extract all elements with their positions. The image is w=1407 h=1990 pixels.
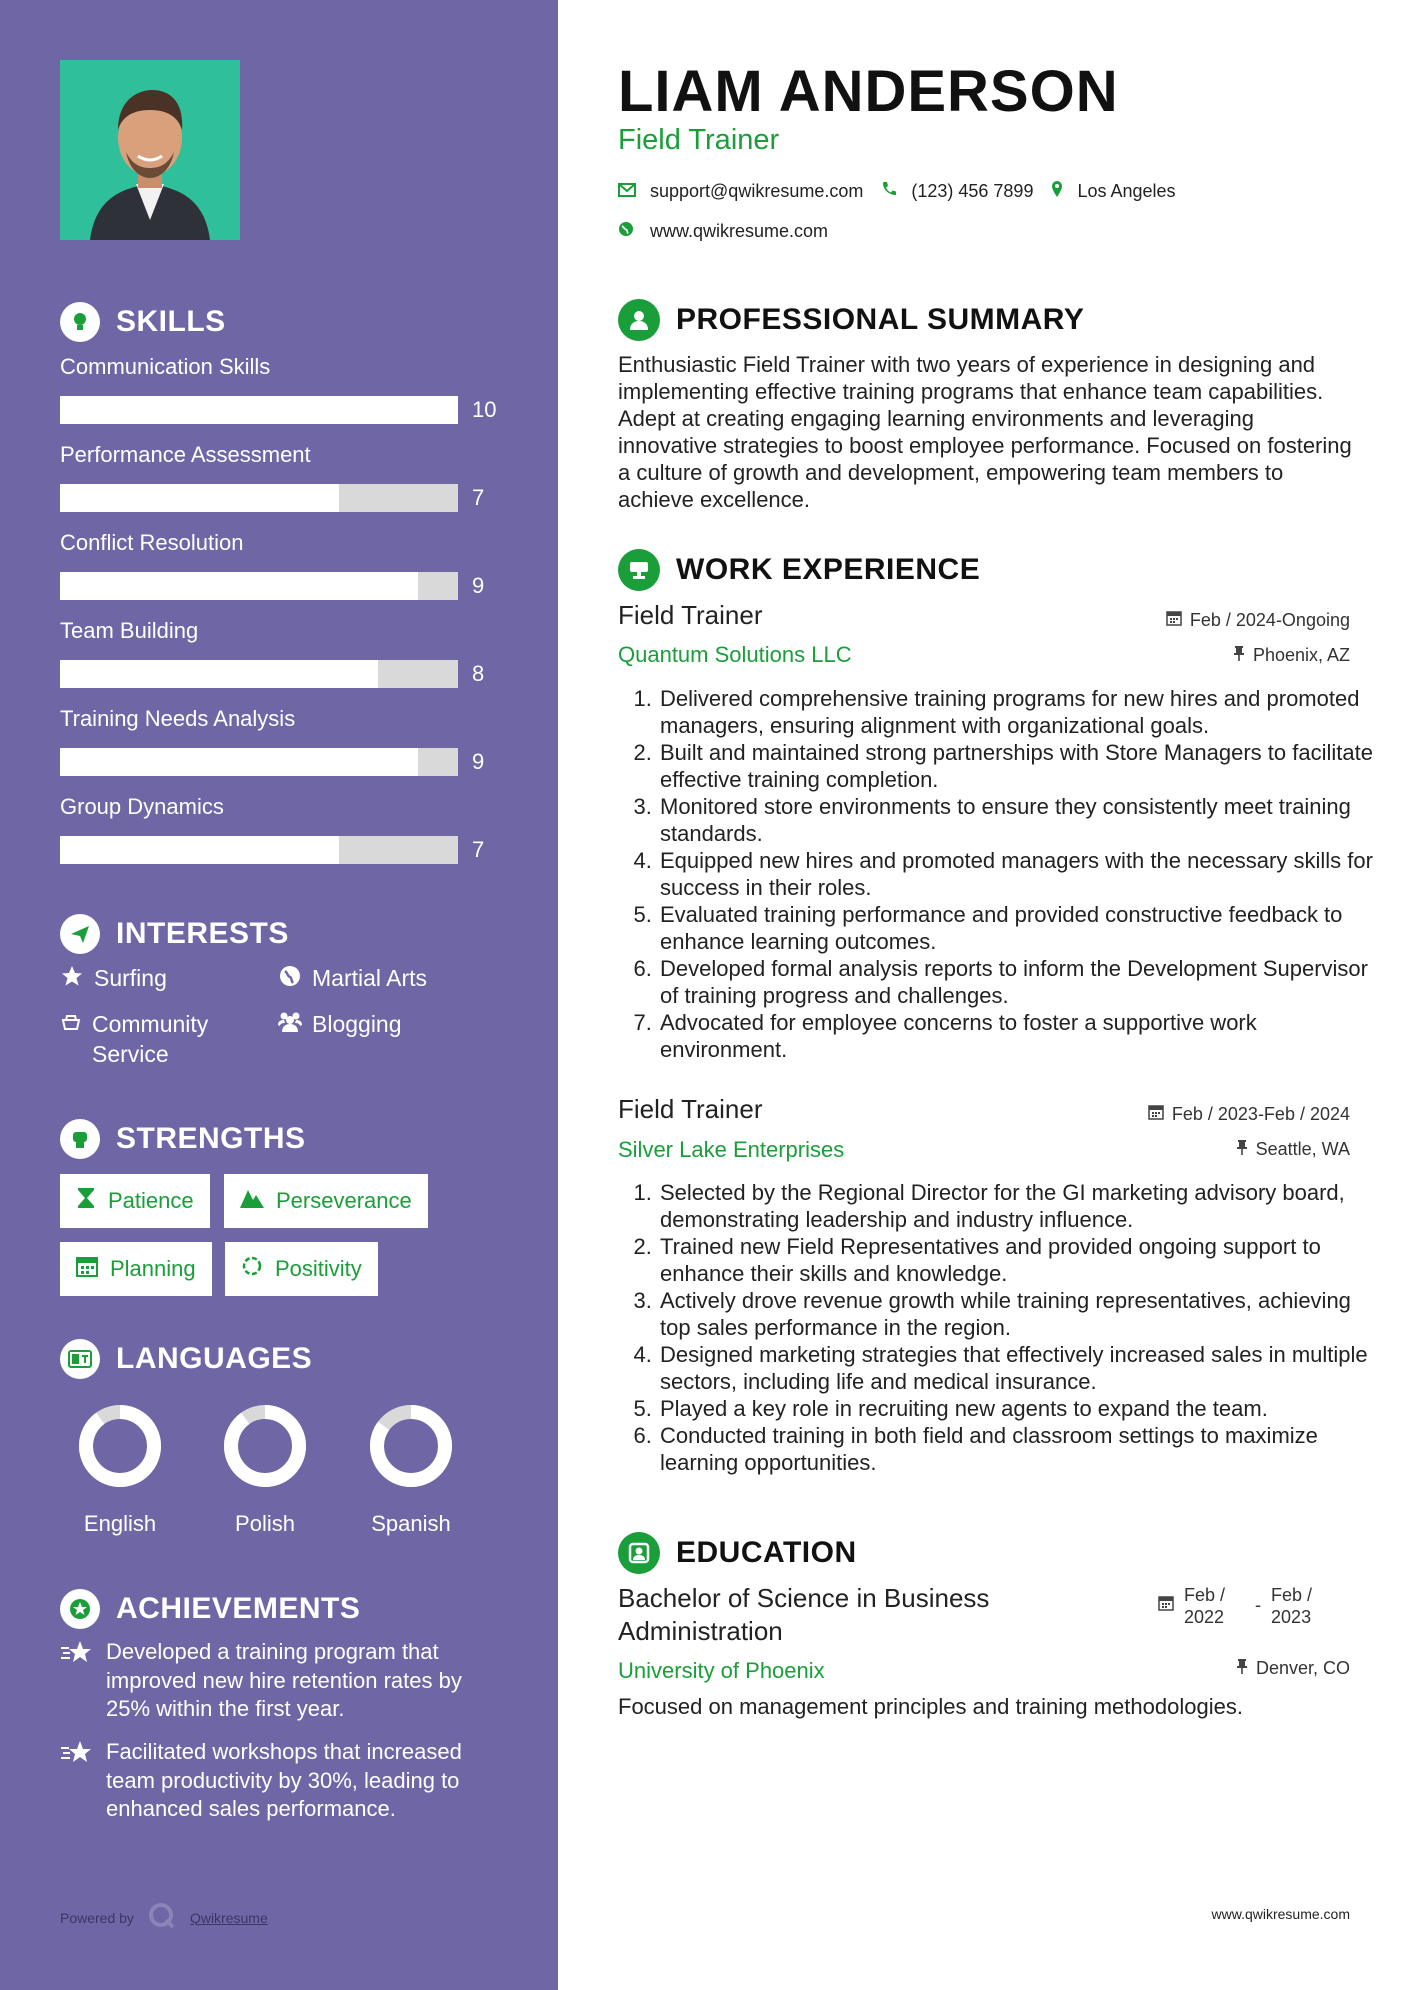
language-item <box>351 1404 471 1537</box>
interest-item <box>278 1009 402 1039</box>
job-bullet: 4. Designed marketing strategies that effectively increased sales in multiple sectors, including life and medical insurance. <box>658 1341 1376 1395</box>
education-location <box>1236 1658 1350 1679</box>
education-end-year: 2023 <box>1271 1607 1312 1627</box>
skill-bar-fill <box>60 572 418 600</box>
languages-heading <box>60 1339 312 1379</box>
skill-name: Conflict Resolution <box>60 530 244 555</box>
language-donut-fill <box>86 1412 154 1480</box>
job-bullet: 5. Played a key role in recruiting new agents to expand the team. <box>658 1395 1376 1422</box>
skill-bar-track <box>60 748 458 776</box>
skill-name: Team Building <box>60 618 199 643</box>
calendar-icon <box>1166 610 1182 631</box>
education-heading-text: EDUCATION <box>676 1536 857 1569</box>
person-photo-icon <box>60 60 240 240</box>
job-bullet: 4. Equipped new hires and promoted managers with the necessary skills for success in their roles. <box>658 847 1376 901</box>
hourglass-icon <box>76 1187 96 1215</box>
calendar-icon <box>76 1255 98 1283</box>
strength-label: Patience <box>108 1188 194 1213</box>
globe-icon <box>618 221 634 242</box>
contact-phone[interactable] <box>881 181 1033 202</box>
education-location-text: Denver, CO <box>1255 1658 1350 1678</box>
main-content <box>558 0 1407 1990</box>
interest-label: Blogging <box>312 1011 402 1037</box>
education-school: University of Phoenix <box>618 1658 825 1683</box>
skill-name: Communication Skills <box>60 354 271 379</box>
job-dates <box>1166 610 1350 631</box>
achievements-heading-text: ACHIEVEMENTS <box>116 1592 361 1625</box>
job-company: Quantum Solutions LLC <box>618 642 852 667</box>
education-heading <box>618 1531 857 1575</box>
job-dates <box>1148 1104 1350 1125</box>
job-bullet: 6. Conducted training in both field and classroom settings to maximize learning opportunities. <box>658 1422 1376 1476</box>
people-icon <box>278 1009 302 1039</box>
summary-text: Enthusiastic Field Trainer with two years of experience in designing and implementing effective training programs that enhance team capabilities. Adept at creating engaging learning environments and leveraging innovative strategies to boost employee performance. Focused on fostering a culture of growth and development, empowering team members to achieve excellence. <box>618 352 1352 512</box>
education-start-month: Feb / <box>1184 1585 1226 1605</box>
job-bullet: 3. Monitored store environments to ensure they consistently meet training standards. <box>658 793 1376 847</box>
language-donut <box>223 1404 307 1488</box>
envelope-icon <box>618 181 636 202</box>
skills-heading <box>60 302 226 342</box>
achievement-item <box>60 1738 510 1824</box>
spinner-icon <box>241 1255 263 1283</box>
website-text: www.qwikresume.com <box>650 221 829 241</box>
qwikresume-logo-icon <box>148 1902 176 1933</box>
strength-tag <box>224 1174 428 1228</box>
pushpin-icon <box>1233 645 1245 666</box>
skill-bar-track <box>60 660 458 688</box>
job-bullets <box>636 1179 1376 1476</box>
phone-text: (123) 456 7899 <box>911 181 1034 201</box>
profile-photo <box>60 60 240 240</box>
interest-label: Surfing <box>94 965 167 991</box>
job-bullet: 2. Trained new Field Representatives and provided ongoing support to enhance their skills and knowledge. <box>658 1233 1376 1287</box>
language-donut <box>369 1404 453 1488</box>
experience-heading-text: WORK EXPERIENCE <box>676 553 981 586</box>
education-end <box>1271 1584 1312 1628</box>
award-star-icon <box>60 1589 100 1629</box>
calendar-icon <box>1158 1584 1174 1628</box>
job-bullet: 7. Advocated for employee concerns to foster a supportive work environment. <box>658 1009 1376 1063</box>
interest-item <box>278 963 427 993</box>
globe-icon <box>278 963 302 993</box>
calendar-icon <box>1148 1104 1164 1125</box>
language-donut <box>78 1404 162 1488</box>
map-pin-icon <box>1051 180 1063 203</box>
language-name: English <box>83 1511 157 1536</box>
job-bullet: 1. Delivered comprehensive training programs for new hires and promoted managers, ensuring alignment with organizational goals. <box>658 685 1376 739</box>
skill-level: 8 <box>472 661 485 686</box>
summary-heading-text: PROFESSIONAL SUMMARY <box>676 303 1085 336</box>
interests-heading <box>60 914 289 954</box>
job-location <box>1233 645 1350 666</box>
achievement-text: Developed a training program that improved new hire retention rates by 25% within the first year. <box>106 1639 462 1721</box>
experience-heading <box>618 548 980 592</box>
education-end-month: Feb / <box>1271 1585 1313 1605</box>
pushpin-icon <box>1236 1139 1248 1160</box>
star-icon <box>60 963 84 993</box>
job-bullet: 2. Built and maintained strong partnerships with Store Managers to facilitate effective training completion. <box>658 739 1376 793</box>
email-text: support@qwikresume.com <box>650 181 864 201</box>
strength-tag <box>60 1174 210 1228</box>
language-item <box>205 1404 325 1537</box>
job-title: Field Trainer <box>618 1094 763 1124</box>
job-bullets <box>636 685 1376 1063</box>
fist-icon <box>60 1119 100 1159</box>
strengths-heading-text: STRENGTHS <box>116 1122 306 1155</box>
footer-url[interactable]: www.qwikresume.com <box>1211 1906 1350 1922</box>
education-degree: Bachelor of Science in Business Administration <box>618 1583 990 1646</box>
powered-by <box>60 1902 268 1933</box>
skill-level: 7 <box>472 485 485 510</box>
skill-bar-track <box>60 396 458 424</box>
language-name: Spanish <box>371 1511 451 1536</box>
language-donut-fill <box>231 1412 299 1480</box>
paper-plane-icon <box>60 914 100 954</box>
hand-icon <box>60 1009 82 1069</box>
skill-level: 9 <box>472 573 485 598</box>
education-start <box>1184 1584 1225 1628</box>
briefcase-icon <box>618 549 660 591</box>
job-bullet: 1. Selected by the Regional Director for the GI marketing advisory board, demonstrating leadership and industry influence. <box>658 1179 1376 1233</box>
achievement-item <box>60 1638 510 1724</box>
skill-bar-fill <box>60 484 339 512</box>
skill-item <box>60 528 500 598</box>
job-bullet: 5. Evaluated training performance and provided constructive feedback to enhance learning outcomes. <box>658 901 1376 955</box>
skill-level: 7 <box>472 837 485 862</box>
strength-label: Planning <box>110 1256 196 1281</box>
summary-heading <box>618 298 1084 342</box>
location-text: Los Angeles <box>1077 181 1176 201</box>
sidebar <box>0 0 558 1990</box>
skill-level: 10 <box>472 397 497 422</box>
skill-bar-fill <box>60 396 458 424</box>
interest-label: Martial Arts <box>312 965 428 991</box>
skill-item <box>60 792 500 862</box>
achievement-text: Facilitated workshops that increased team productivity by 30%, leading to enhanced sales performance. <box>106 1739 462 1821</box>
star-burst-icon <box>60 1638 94 1724</box>
skill-bar-fill <box>60 836 339 864</box>
skill-name: Group Dynamics <box>60 794 224 819</box>
contact-website[interactable] <box>618 221 828 242</box>
contact-location <box>1051 180 1175 203</box>
job-dates-text: Feb / 2023-Feb / 2024 <box>1171 1104 1350 1124</box>
skill-item <box>60 704 500 774</box>
achievements-heading <box>60 1589 360 1629</box>
candidate-name: LIAM ANDERSON <box>618 59 1119 124</box>
contact-email[interactable] <box>618 181 863 202</box>
skill-name: Performance Assessment <box>60 442 311 467</box>
job-bullet: 3. Actively drove revenue growth while training representatives, achieving top sales performance in the region. <box>658 1287 1376 1341</box>
interests-heading-text: INTERESTS <box>116 917 289 950</box>
skills-heading-text: SKILLS <box>116 305 226 338</box>
star-burst-icon <box>60 1738 94 1824</box>
skill-item <box>60 616 500 686</box>
skill-bar-track <box>60 836 458 864</box>
job-company: Silver Lake Enterprises <box>618 1137 845 1162</box>
interest-item <box>60 963 167 993</box>
job-dates-text: Feb / 2024-Ongoing <box>1189 610 1350 630</box>
strength-label: Positivity <box>275 1256 362 1281</box>
languages-heading-text: LANGUAGES <box>116 1342 313 1375</box>
job-title: Field Trainer <box>618 600 763 630</box>
date-separator: - <box>1255 1595 1262 1615</box>
skill-item <box>60 352 500 422</box>
language-item <box>60 1404 180 1537</box>
strength-tag <box>60 1242 212 1296</box>
interest-label: Community Service <box>92 1011 209 1067</box>
skill-name: Training Needs Analysis <box>60 706 296 731</box>
language-name: Polish <box>235 1511 295 1536</box>
phone-icon <box>881 181 897 202</box>
powered-prefix: Powered by <box>60 1909 134 1926</box>
job-location-text: Phoenix, AZ <box>1252 645 1350 665</box>
skill-bar-fill <box>60 748 418 776</box>
strength-label: Perseverance <box>276 1188 412 1213</box>
skill-item <box>60 440 500 510</box>
candidate-title: Field Trainer <box>618 124 780 156</box>
job-location <box>1236 1139 1350 1160</box>
education-description: Focused on management principles and training methodologies. <box>618 1694 1243 1719</box>
user-icon <box>618 299 660 341</box>
strength-tag <box>225 1242 378 1296</box>
interest-item <box>60 1009 240 1069</box>
graduate-icon <box>618 1532 660 1574</box>
education-dates <box>1158 1584 1312 1628</box>
mountain-icon <box>240 1188 264 1214</box>
skill-bar-fill <box>60 660 378 688</box>
skill-bar-track <box>60 572 458 600</box>
contact-row <box>618 180 1176 203</box>
job-location-text: Seattle, WA <box>1255 1139 1350 1159</box>
skill-level: 9 <box>472 749 485 774</box>
pushpin-icon <box>1236 1658 1248 1679</box>
language-icon <box>60 1339 100 1379</box>
lightbulb-icon <box>60 302 100 342</box>
skill-bar-track <box>60 484 458 512</box>
education-start-year: 2022 <box>1184 1607 1225 1627</box>
strengths-heading <box>60 1119 306 1159</box>
job-bullet: 6. Developed formal analysis reports to inform the Development Supervisor of training progress and challenges. <box>658 955 1376 1009</box>
powered-brand-link[interactable]: Qwikresume <box>189 1909 268 1926</box>
